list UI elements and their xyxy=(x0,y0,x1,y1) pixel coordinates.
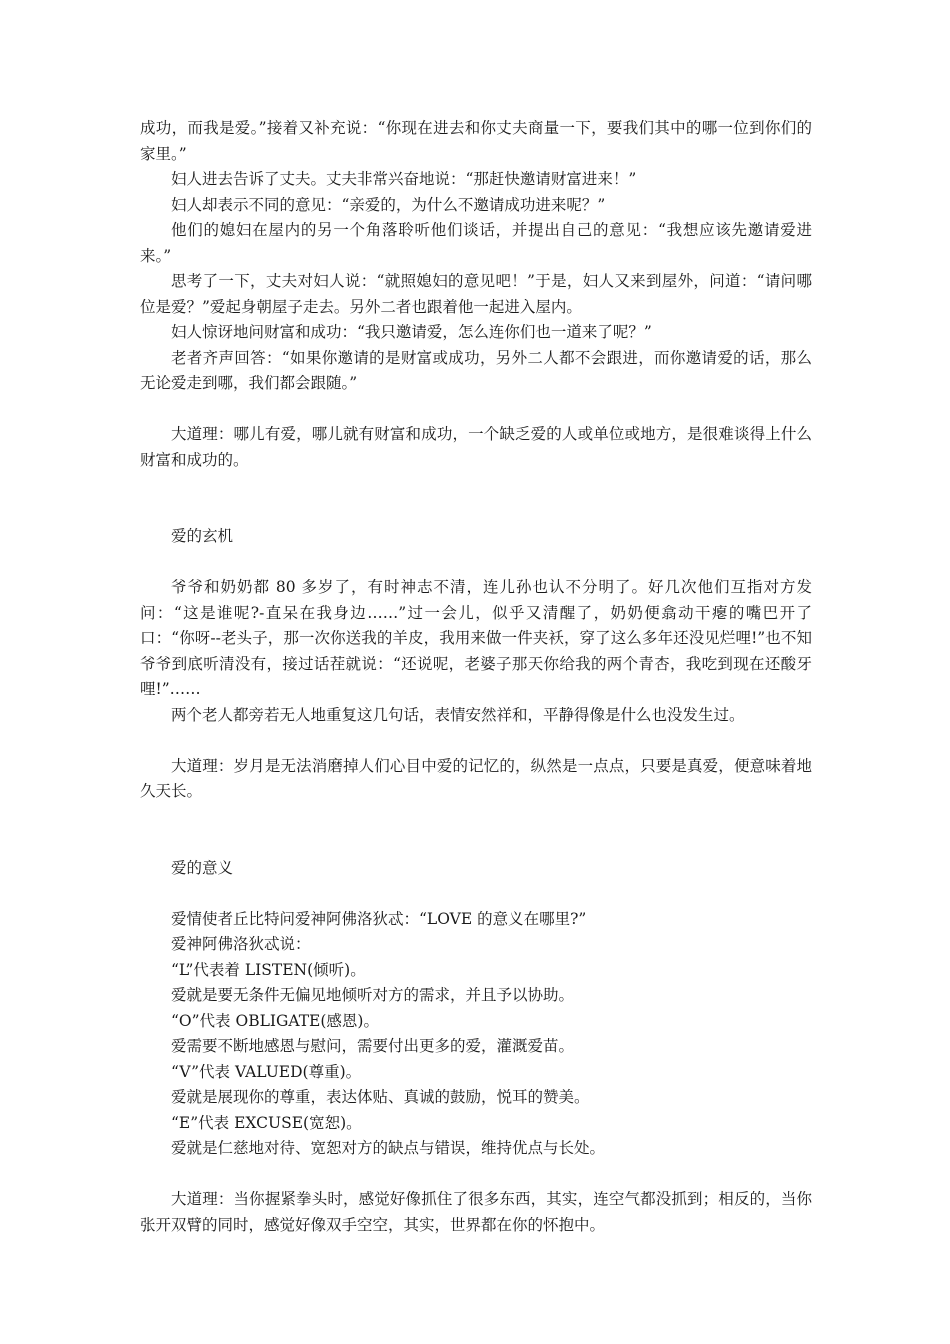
spacer xyxy=(140,728,812,754)
moral-paragraph: 大道理：岁月是无法消磨掉人们心目中爱的记忆的，纵然是一点点，只要是真爱，便意味着地久天长。 xyxy=(140,756,812,800)
story-paragraph: 他们的媳妇在屋内的另一个角落聆听他们谈话，并提出自己的意见：“我想应该先邀请爱进来。” xyxy=(140,221,812,265)
story-paragraph: 两个老人都旁若无人地重复这几句话，表情安然祥和，平静得像是什么也没发生过。 xyxy=(171,705,745,724)
story-paragraph: 成功，而我是爱。”接着又补充说：“你现在进去和你丈夫商量一下，要我们其中的哪一位到你们的家里。” xyxy=(140,119,812,163)
story-line: 爱神阿佛洛狄忒说： xyxy=(171,935,311,953)
moral-paragraph: 大道理：当你握紧拳头时，感觉好像抓住了很多东西，其实，连空气都没抓到；相反的，当你张开双臂的同时，感觉好像双手空空，其实，世界都在你的怀抱中。 xyxy=(140,1190,812,1234)
spacer xyxy=(140,881,812,907)
story-paragraph: 思考了一下，丈夫对妇人说：“就照媳妇的意见吧！”于是，妇人又来到屋外，问道：“请问哪位是爱？”爱起身朝屋子走去。另外二者也跟着他一起进入屋内。 xyxy=(140,272,812,316)
story-line: “E”代表 EXCUSE(宽恕)。 xyxy=(171,1113,362,1132)
section-title: 爱的玄机 xyxy=(171,527,234,545)
spacer xyxy=(140,550,812,576)
story-line: 爱就是仁慈地对待、宽恕对方的缺点与错误，维持优点与长处。 xyxy=(171,1139,606,1157)
story-line: 爱需要不断地感恩与慰问，需要付出更多的爱，灌溉爱苗。 xyxy=(171,1037,575,1055)
story-line: 爱就是展现你的尊重，表达体贴、真诚的鼓励，悦耳的赞美。 xyxy=(171,1088,590,1106)
story-line: 爱情使者丘比特问爱神阿佛洛狄忒：“LOVE 的意义在哪里?” xyxy=(171,909,587,928)
story-line: “O”代表 OBLIGATE(感恩)。 xyxy=(171,1011,379,1030)
document-page xyxy=(140,116,812,1238)
spacer xyxy=(140,805,812,856)
story-paragraph: 妇人惊讶地问财富和成功：“我只邀请爱，怎么连你们也一道来了呢？” xyxy=(171,323,652,341)
story-paragraph: 老者齐声回答：“如果你邀请的是财富或成功，另外二人都不会跟进，而你邀请爱的话，那么无论爱走到哪，我们都会跟随。” xyxy=(140,348,812,392)
story-paragraph: 妇人却表示不同的意见：“亲爱的，为什么不邀请成功进来呢？” xyxy=(171,195,606,214)
story-line: 爱就是要无条件无偏见地倾听对方的需求，并且予以协助。 xyxy=(171,986,575,1004)
story-paragraph: 爷爷和奶奶都 80 多岁了，有时神志不清，连儿孙也认不分明了。好几次他们互指对方发问：“这是谁呢?-直呆在我身边……”过一会儿，似乎又清醒了，奶奶便翕动干瘪的嘴巴开了口：“你呀--老头子，那一次你送我的羊皮，我用来做一件夹袄，穿了这么多年还没见烂哩!”也不知爷爷到底听清没有，接过话茬就说：“还说呢，老婆子那天你给我的两个青杏，我吃到现在还酸牙哩!”…… xyxy=(140,578,812,698)
moral-paragraph: 大道理：哪儿有爱，哪儿就有财富和成功，一个缺乏爱的人或单位或地方，是很难谈得上什么财富和成功的。 xyxy=(140,425,812,469)
story-line: “V”代表 VALUED(尊重)。 xyxy=(171,1062,362,1081)
spacer xyxy=(140,473,812,524)
spacer xyxy=(140,397,812,423)
story-paragraph: 妇人进去告诉了丈夫。丈夫非常兴奋地说：“那赶快邀请财富进来！” xyxy=(171,170,637,188)
spacer xyxy=(140,1162,812,1188)
section-title: 爱的意义 xyxy=(171,858,234,877)
story-line: “L”代表着 LISTEN(倾听)。 xyxy=(171,960,366,979)
